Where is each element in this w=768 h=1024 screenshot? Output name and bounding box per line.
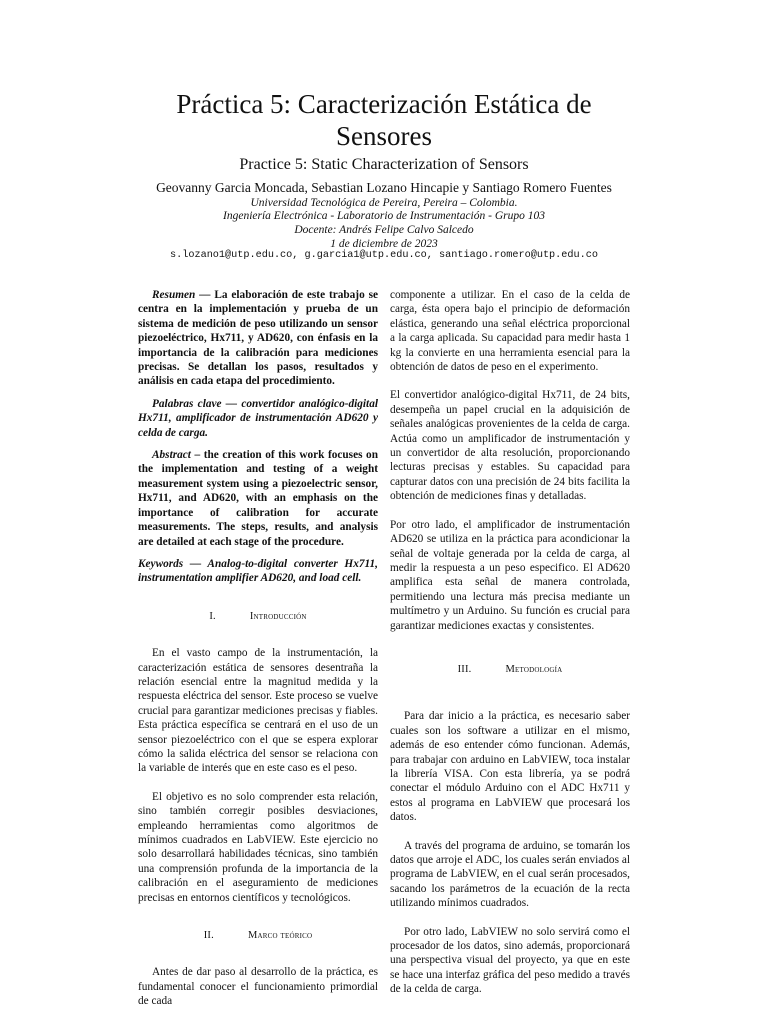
paper-title [0, 88, 768, 152]
section-number: I. [209, 610, 216, 622]
marco-paragraph-hx711: El convertidor analógico-digital Hx711, de 24 bits, desempeña un papel crucial en la adquisición de señales analógicas provenientes de la celda de carga. Actúa como un amplificador de instrumentación y un convertidor de alta resolución, proporcionando lecturas precisas y estables. Su capacidad para capturar datos con una precisión de 24 bits facilita la obtención de mediciones finas y detalladas. [390, 389, 630, 503]
date: 1 de diciembre de 2023 [330, 238, 438, 250]
resumen-text: — La elaboración de este trabajo se centra en la implementación y prueba de un sistema de medición de peso utilizando un sensor piezoeléctrico, Hx711, y AD620, con énfasis en la importancia de la calibración para mediciones precisas. Se detallan los pasos, resultados y análisis en cada etapa del procedimiento. [138, 289, 378, 388]
intro-paragraph-2: El objetivo es no solo comprender esta relación, sino también corregir posibles desviaciones, empleando herramientas como algoritmos de mínimos cuadrados en LabVIEW. Este ejercicio no solo desarrollará habilidades técnicas, sino también una comprensión profunda de la importancia de la calibración en el aseguramiento de mediciones precisas en entornos científicos y tecnológicos. [138, 790, 378, 904]
section-heading-introduccion [138, 610, 378, 624]
resumen-paragraph [138, 288, 378, 389]
marco-paragraph-cont: componente a utilizar. En el caso de la celda de carga, ésta opera bajo el principio de deformación elástica, generando una señal eléctrica proporcional a la carga aplicada. Su capacidad para medir hasta 1 kg la convierte en una herramienta esencial para la obtención de datos de peso en el experimento. [390, 289, 630, 374]
palabras-clave: Palabras clave — convertidor analógico-digital Hx711, amplificador de instrumentación AD620 y celda de carga. [138, 397, 378, 439]
department: Ingeniería Electrónica - Laboratorio de Instrumentación - Grupo 103 [223, 210, 545, 222]
authors: Geovanny Garcia Moncada, Sebastian Lozano Hincapie y Santiago Romero Fuentes [156, 180, 612, 195]
title-line-1: Práctica 5: Caracterización Estática de [176, 89, 592, 119]
section-title: Marco teórico [247, 930, 313, 942]
abstract-text: – the creation of this work focuses on the implementation and testing of a weight measurement system using a piezoelectric sensor, Hx711, and AD620, with an emphasis on the importance of calibration for accurate measurements. The steps, results, and analysis are detailed at each stage of the procedure. [138, 449, 378, 548]
abstract-label: Abstract [152, 449, 191, 462]
section-title: Metodología [505, 663, 563, 675]
metodologia-paragraph-1: Para dar inicio a la práctica, es necesario saber cuales son los software a utilizar en el mismo, además de eso entender cómo funcionan. Además, para trabajar con arduino en LabVIEW, toca instalar la librería VISA. Con esta librería, ya se podrá conectar el módulo Arduino con el ADC Hx711 y estos al programa en LabVIEW que procesará los datos. [390, 710, 630, 824]
title-line-2: Sensores [336, 121, 432, 151]
resumen-label: Resumen [152, 289, 196, 301]
section-heading-metodologia [390, 663, 630, 677]
teacher: Docente: Andrés Felipe Calvo Salcedo [294, 224, 474, 236]
section-number: III. [457, 663, 472, 675]
metodologia-paragraph-3: Por otro lado, LabVIEW no solo servirá como el procesador de los datos, sino además, proporcionará una perspectiva visual del proyecto, ya que en este se hace una interfaz gráfica del peso medido a través de la celda de carga. [390, 925, 630, 996]
intro-paragraph-1: En el vasto campo de la instrumentación, la caracterización estática de sensores desentraña la relación esencial entre la magnitud medida y la respuesta eléctrica del sensor. Este proceso se vuelve crucial para garantizar mediciones precisas y fiables. Esta práctica específica se centrará en el uso de un sensor piezoeléctrico con el que se espera explorar cómo la salida eléctrica del sensor se relaciona con la variable de interés que en este caso es el peso. [138, 647, 378, 775]
abstract-paragraph [138, 448, 378, 549]
left-column [138, 288, 378, 1009]
university: Universidad Tecnológica de Pereira, Pereira – Colombia. [250, 197, 518, 209]
metodologia-paragraph-2: A través del programa de arduino, se tomarán los datos que arroje el ADC, los cuales serán enviados al programa de LabVIEW, en el cual serán procesados, sacando los parámetros de la ecuación de la recta utilizando mínimos cuadrados. [390, 839, 630, 910]
right-column [390, 288, 630, 997]
paper-subtitle: Practice 5: Static Characterization of Sensors [239, 156, 529, 173]
keywords: Keywords — Analog-to-digital converter Hx711, instrumentation amplifier AD620, and load cell. [138, 557, 378, 585]
marco-paragraph-ad620: Por otro lado, el amplificador de instrumentación AD620 se utiliza en la práctica para acondicionar la señal de voltaje generada por la celda de carga, al medir la respuesta a un peso especifico. El AD620 amplifica esta señal de manera controlada, permitiendo una lectura más precisa mediante un multímetro y un Arduino. Su función es crucial para garantizar mediciones exactas y consistentes. [390, 518, 630, 632]
marco-paragraph-1: Antes de dar paso al desarrollo de la práctica, es fundamental conocer el funcionamiento primordial de cada [138, 966, 378, 1008]
section-number: II. [203, 930, 214, 942]
emails: s.lozano1@utp.edu.co, g.garcia1@utp.edu.co, santiago.romero@utp.edu.co [170, 250, 598, 261]
section-title: Introducción [249, 610, 307, 622]
section-heading-marco-teorico [138, 929, 378, 943]
